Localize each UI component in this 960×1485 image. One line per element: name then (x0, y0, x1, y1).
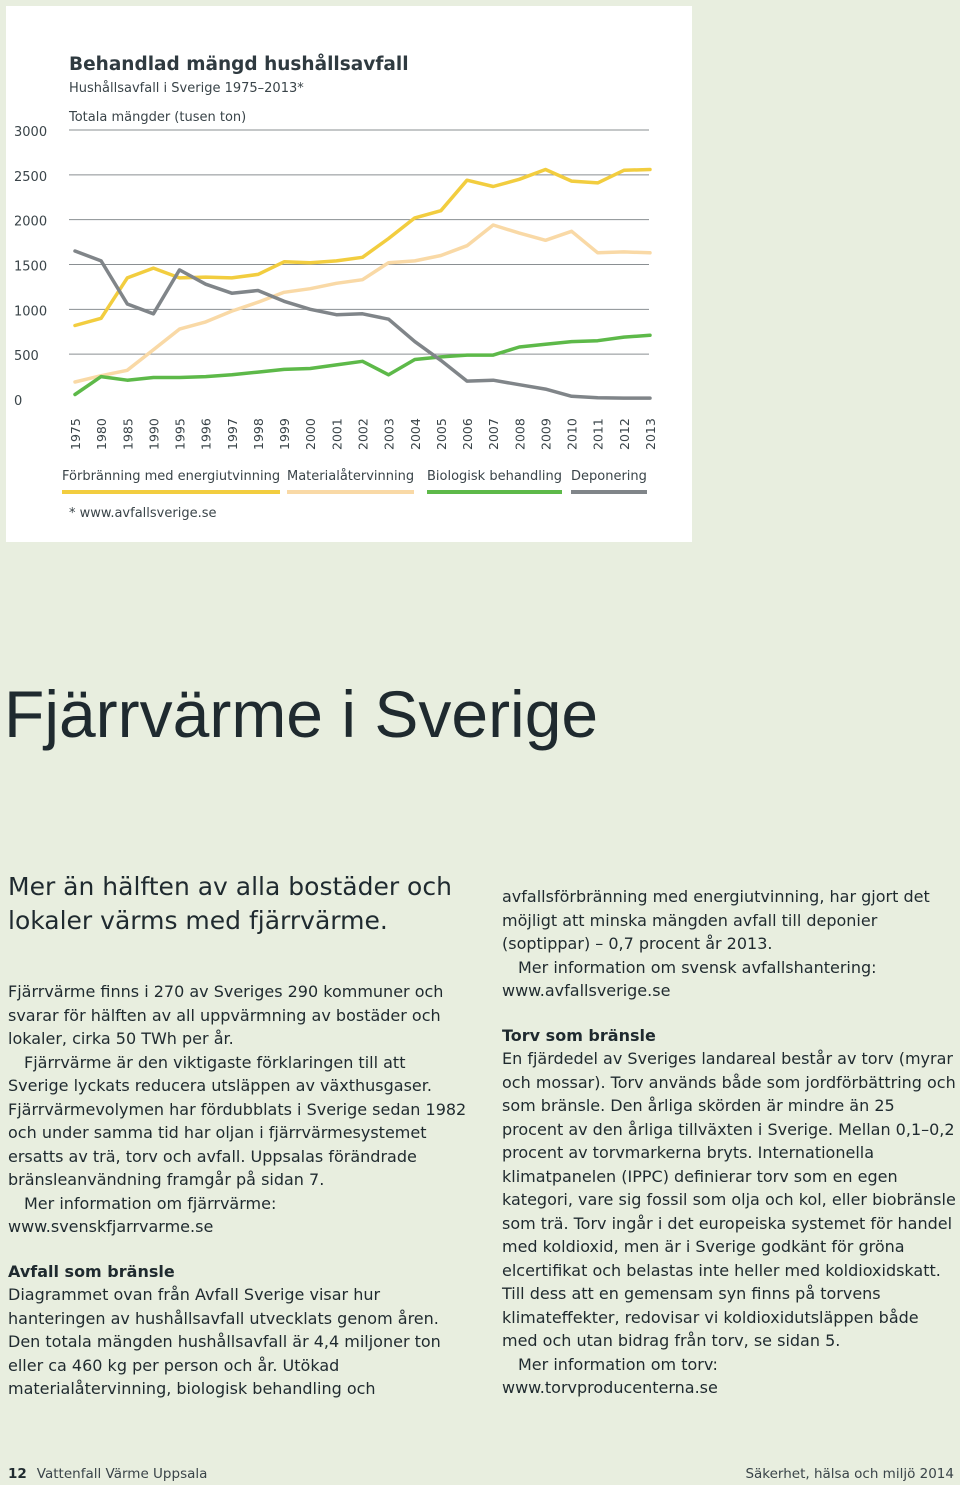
x-tick-label: 2011 (590, 418, 606, 450)
x-tick-label: 2007 (486, 418, 502, 450)
left-column (8, 980, 468, 1401)
section-lead: Mer än hälften av alla bostäder och lokaler värms med fjärrvärme. (8, 872, 452, 935)
x-tick-label: 1999 (277, 418, 293, 450)
x-tick-label: 2003 (381, 418, 397, 450)
heading-avfall: Avfall som bränsle (8, 1261, 175, 1281)
legend-deponering: Deponering (571, 469, 647, 494)
right-column (502, 885, 958, 1400)
x-tick-label: 2012 (616, 418, 632, 450)
paragraph: Fjärrvärme är den viktigaste förklaringen till att Sverige lyckats reducera utsläppen av växthusgaser. Fjärrvärmevolymen har fördubblats i Sverige sedan 1982 och under samma tid har oljan i fjärrvärmesystemet ersatts av trä, torv och avfall. Uppsalas förändrade bränsleanvändning framgår på sidan 7. (8, 1052, 467, 1189)
y-tick-label: 1000 (14, 304, 48, 320)
legend-biologisk-behandling: Biologisk behandling (427, 469, 562, 494)
x-tick-label: 2008 (512, 418, 528, 450)
legend-materialatervinning: Materialåtervinning (287, 469, 414, 494)
x-tick-label: 2005 (433, 418, 449, 450)
y-tick-label: 500 (14, 349, 39, 365)
chart-subtitle: Hushållsavfall i Sverige 1975–2013* (69, 81, 304, 96)
paragraph: Diagrammet ovan från Avfall Sverige visar hur hanteringen av hushållsavfall utvecklats genom åren. Den totala mängden hushållsavfall är 4,4 miljoner ton eller ca 460 kg per person och år. Utökad materialåtervinning, biologisk behandling och (8, 1285, 441, 1398)
x-tick-label: 2006 (460, 418, 476, 450)
x-tick-label: 1975 (68, 418, 83, 450)
paragraph: Mer information om svensk avfallshantering: (518, 957, 877, 977)
paragraph: Mer information om fjärrvärme: (24, 1193, 277, 1213)
avfallsverige-link[interactable]: www.avfallsverige.se (502, 981, 671, 1000)
x-tick-label: 2001 (329, 418, 345, 450)
y-tick-label: 3000 (14, 125, 48, 140)
x-tick-label: 1980 (94, 418, 110, 450)
line-chart (6, 6, 692, 542)
paragraph: En fjärdedel av Sveriges landareal består av torv (myrar och mossar). Torv används både som jordförbättring och som bränsle. Den årliga skörden är mindre än 25 procent av den årliga tillväxten i Sverige. Mellan 0,1–0,2 procent av torvmarkerna bryts. Internationella klimatpanelen (IPPC) definierar torv som en egen kategori, vare sig fossil som olja och kol, eller biobränsle som trä. Torv ingår i det europeiska systemet för handel med koldioxid, men är i Sverige godkänt för gröna elcertifikat och belastas inte heller med koldioxidskatt. Till dess att en gemensam syn finns på torvens klimateffekter, redovisar vi koldioxidutsläppen både med och utan bidrag från torv, se sidan 5. (502, 1049, 956, 1350)
chart-title: Behandlad mängd hushållsavfall (69, 54, 409, 75)
x-tick-label: 1998 (250, 418, 266, 450)
y-tick-label: 2000 (14, 214, 48, 230)
section-title: Fjärrvärme i Sverige (4, 677, 599, 751)
fjarrvarme-link[interactable]: www.svenskfjarrvarme.se (8, 1217, 214, 1236)
x-tick-label: 2009 (538, 418, 554, 450)
x-tick-label: 1985 (120, 418, 136, 450)
torvproducenterna-link[interactable]: www.torvproducenterna.se (502, 1378, 718, 1397)
x-tick-label: 1990 (146, 418, 162, 450)
x-tick-label: 2004 (407, 418, 423, 450)
footer-left (8, 1466, 207, 1482)
x-tick-label: 1996 (198, 418, 214, 450)
chart-card (6, 6, 692, 542)
x-tick-label: 2013 (643, 418, 658, 450)
x-tick-label: 2000 (303, 418, 319, 450)
chart-ylabel: Totala mängder (tusen ton) (69, 110, 247, 125)
y-tick-label: 0 (14, 394, 23, 409)
footer-right: Säkerhet, hälsa och miljö 2014 (745, 1466, 954, 1482)
x-tick-label: 2010 (564, 418, 580, 450)
page-number: 12 (8, 1466, 27, 1482)
footer-publisher: Vattenfall Värme Uppsala (36, 1466, 208, 1482)
heading-torv: Torv som bränsle (502, 1025, 656, 1045)
x-tick-label: 1997 (224, 418, 240, 450)
y-tick-label: 2500 (14, 169, 48, 185)
paragraph: Mer information om torv: (518, 1354, 718, 1374)
paragraph: avfallsförbränning med energiutvinning, har gjort det möjligt att minska mängden avfall till deponier (soptippar) – 0,7 procent år 2013. (502, 887, 930, 953)
x-tick-label: 2002 (355, 418, 371, 450)
chart-source: * www.avfallsverige.se (69, 506, 217, 521)
x-tick-label: 1995 (172, 418, 188, 450)
legend-forbranning: Förbränning med energiutvinning (62, 469, 280, 494)
y-tick-label: 1500 (14, 259, 48, 275)
paragraph: Fjärrvärme finns i 270 av Sveriges 290 kommuner och svarar för hälften av all uppvärmning av bostäder och lokaler, cirka 50 TWh per år. (8, 982, 444, 1048)
